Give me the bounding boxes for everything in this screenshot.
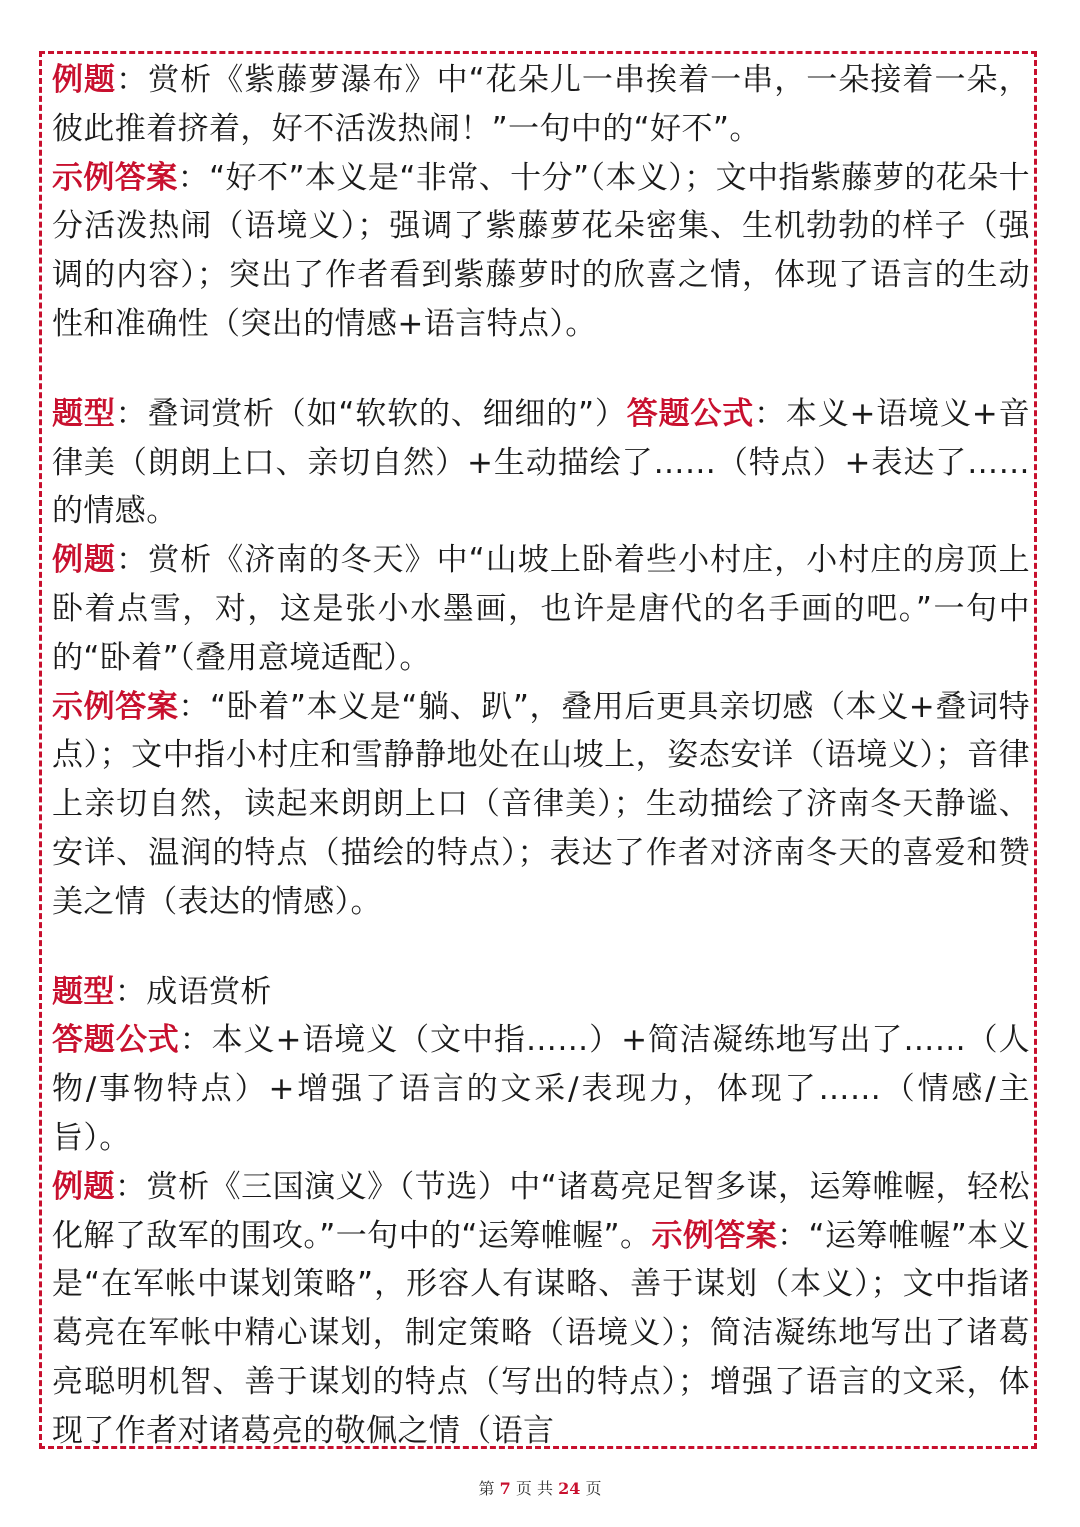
total-page-count: 24 <box>558 1479 581 1498</box>
type-text: ：成语赏析 <box>114 973 272 1010</box>
formula-label: 答题公式 <box>52 1022 180 1059</box>
answer-paragraph-1 <box>52 154 1030 349</box>
example-label: 例题 <box>52 1168 116 1205</box>
example-text: ：赏析《济南的冬天》中“山坡上卧着些小村庄，小村庄的房顶上卧着点雪，对，这是张小水墨画，也许是唐代的名手画的吧。”一句中的“卧着”（叠用意境适配）。 <box>52 542 1030 676</box>
section-spacer <box>52 349 1030 390</box>
type-text: ：叠词赏析（如“软软的、细细的”） <box>115 395 627 432</box>
answer-paragraph-2 <box>52 683 1030 927</box>
example-paragraph-1 <box>52 56 1030 154</box>
type-paragraph-3 <box>52 968 1030 1017</box>
answer-label: 示例答案 <box>651 1217 778 1254</box>
current-page-number: 7 <box>499 1479 511 1498</box>
example-label: 例题 <box>52 62 117 98</box>
type-label: 题型 <box>52 973 115 1010</box>
formula-label: 答题公式 <box>626 395 755 432</box>
document-body <box>52 56 1030 1456</box>
type-label: 题型 <box>52 395 116 432</box>
answer-text: ：“运筹帷幄”本义是“在军帐中谋划策略”，形容人有谋略、善于谋划（本义）；文中指诸葛亮在军帐中精心谋划，制定策略（语境义）；简洁凝练地写出了诸葛亮聪明机智、善于谋划的特点（写出的特点）；增强了语言的文采，体现了作者对诸葛亮的敬佩之情（语言 <box>52 1217 1030 1449</box>
example-label: 例题 <box>52 542 117 579</box>
example-text: ：赏析《三国演义》（节选）中“诸葛亮足智多谋，运筹帷幄，轻松化解了敌军的围攻。”一句中的“运筹帷幄”。 <box>52 1168 1030 1254</box>
answer-text: ：“卧着”本义是“躺、趴”，叠用后更具亲切感（本义+叠词特点）；文中指小村庄和雪静静地处在山坡上，姿态安详（语境义）；音律上亲切自然，读起来朗朗上口（音律美）；生动描绘了济南冬天静谧、安详、温润的特点（描绘的特点）；表达了作者对济南冬天的喜爱和赞美之情（表达的情感）。 <box>52 688 1030 920</box>
page-footer <box>0 1476 1080 1499</box>
example-paragraph-2 <box>52 536 1030 682</box>
footer-suffix: 页 <box>585 1479 602 1498</box>
example-text: ：赏析《紫藤萝瀑布》中“花朵儿一串挨着一串，一朵接着一朵，彼此推着挤着，好不活泼热闹！”一句中的“好不”。 <box>52 62 1030 147</box>
answer-label: 示例答案 <box>52 159 178 196</box>
type-formula-paragraph-2 <box>52 390 1030 536</box>
formula-text: ：本义+语境义（文中指……）+简洁凝练地写出了……（人物/事物特点）+增强了语言的文采/表现力，体现了……（情感/主旨）。 <box>52 1022 1030 1156</box>
answer-label: 示例答案 <box>52 688 179 725</box>
footer-middle: 页 共 <box>515 1479 553 1498</box>
section-spacer <box>52 927 1030 968</box>
footer-prefix: 第 <box>478 1479 495 1498</box>
formula-paragraph-3 <box>52 1016 1030 1162</box>
formula-text: ：本义+语境义+音律美（朗朗上口、亲切自然）+生动描绘了……（特点）+表达了……的情感。 <box>52 395 1030 530</box>
example-answer-paragraph-3 <box>52 1163 1030 1456</box>
answer-text: ：“好不”本义是“非常、十分”（本义）；文中指紫藤萝的花朵十分活泼热闹（语境义）；强调了紫藤萝花朵密集、生机勃勃的样子（强调的内容）；突出了作者看到紫藤萝时的欣喜之情，体现了语言的生动性和准确性（突出的情感+语言特点）。 <box>52 159 1030 342</box>
